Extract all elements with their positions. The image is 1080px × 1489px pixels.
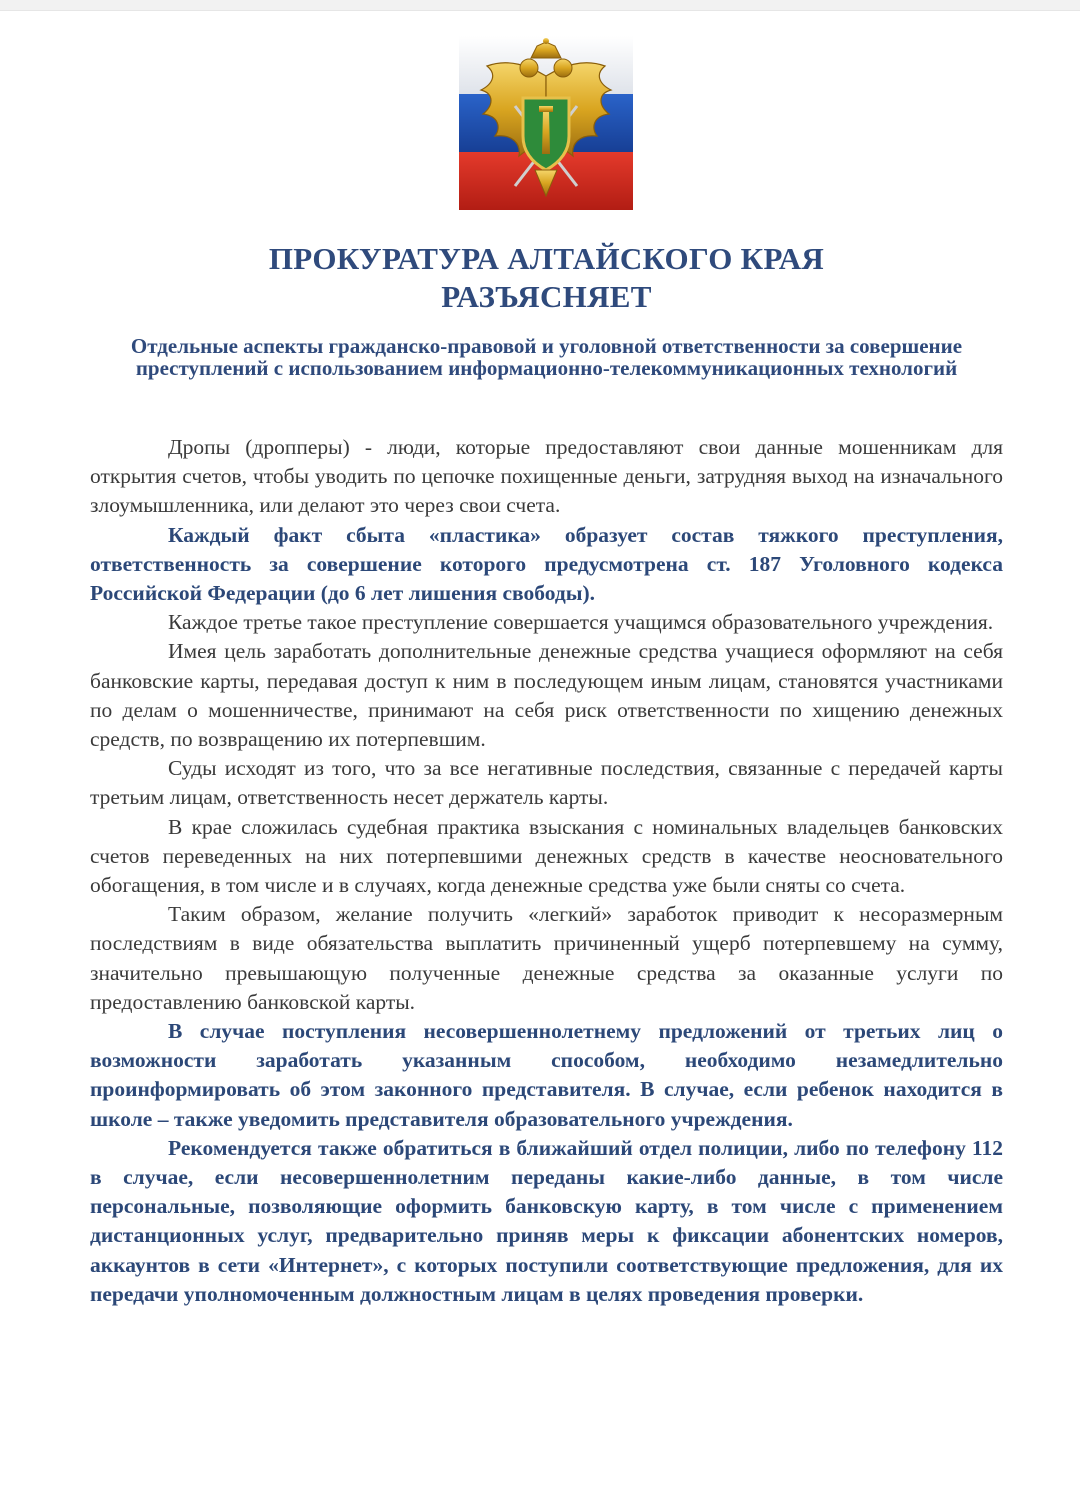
- paragraph-judicial-practice: В крае сложилась судебная практика взыскания с номинальных владельцев банковских счетов переведенных на них потерпевшими денежных средств в качестве неосновательного обогащения, в том числе и в случаях, когда денежные средства уже были сняты со счета.: [90, 814, 1003, 898]
- paragraph-consequences: Таким образом, желание получить «легкий» заработок приводит к несоразмерным последствиям в виде обязательства выплатить причиненный ущерб потерпевшему на сумму, значительно превышающую полученные денежные средства за оказанные услуги по предоставлению банковской карты.: [90, 902, 1003, 1014]
- prosecutor-office-emblem-icon: [459, 36, 633, 210]
- document-subtitle: Отдельные аспекты гражданско-правовой и уголовной ответственности за совершение преступлений с использованием информационно-телекоммуникационных технологий: [130, 334, 963, 380]
- paragraph-inform-representative: В случае поступления несовершеннолетнему предложений от третьих лиц о возможности заработать указанным способом, необходимо незамедлительно проинформировать об этом законного представителя. В случае, если ребенок находится в школе – также уведомить представителя образовательного учреждения.: [90, 1019, 1003, 1131]
- paragraph-students-statistic: Каждое третье такое преступление совершается учащимся образовательного учреждения.: [168, 610, 994, 635]
- title-line-1: ПРОКУРАТУРА АЛТАЙСКОГО КРАЯ: [268, 241, 825, 276]
- title-line-2: РАЗЪЯСНЯЕТ: [441, 279, 652, 314]
- paragraph-bank-cards: Имея цель заработать дополнительные денежные средства учащиеся оформляют на себя банковские карты, передавая доступ к ним в последующем иным лицам, становятся участниками по делам о мошенничестве, принимают на себя риск ответственности по хищению денежных средств, по возвращению их потерпевшим.: [90, 639, 1003, 752]
- paragraph-droppers: Дропы (дропперы) - люди, которые предоставляют свои данные мошенникам для открытия счетов, чтобы уводить по цепочке похищенные деньги, затрудняя выход на изначального злоумышленника, или делают это через свои счета.: [90, 435, 1003, 518]
- paragraph-contact-police: Рекомендуется также обратиться в ближайший отдел полиции, либо по телефону 112 в случае, если несовершеннолетним переданы какие-либо данные, в том числе персональные, позволяющие оформить банковскую карту, в том числе с применением дистанционных услуг, предварительно приняв меры к фиксации абонентских номеров, аккаунтов в сети «Интернет», с которых поступили соответствующие предложения, для их передачи уполномоченным должностным лицам в целях проведения проверки.: [90, 1135, 1003, 1306]
- document-body: [90, 433, 1003, 1309]
- paragraph-criminal-liability: Каждый факт сбыта «пластика» образует состав тяжкого преступления, ответственность за совершение которого предусмотрена ст. 187 Уголовного кодекса Российской Федерации (до 6 лет лишения свободы).: [90, 522, 1003, 606]
- paragraph-court-position: Суды исходят из того, что за все негативные последствия, связанные с передачей карты третьим лицам, ответственность несет держатель карты.: [90, 756, 1003, 810]
- page-title: [0, 240, 1080, 316]
- top-bar: [0, 0, 1080, 11]
